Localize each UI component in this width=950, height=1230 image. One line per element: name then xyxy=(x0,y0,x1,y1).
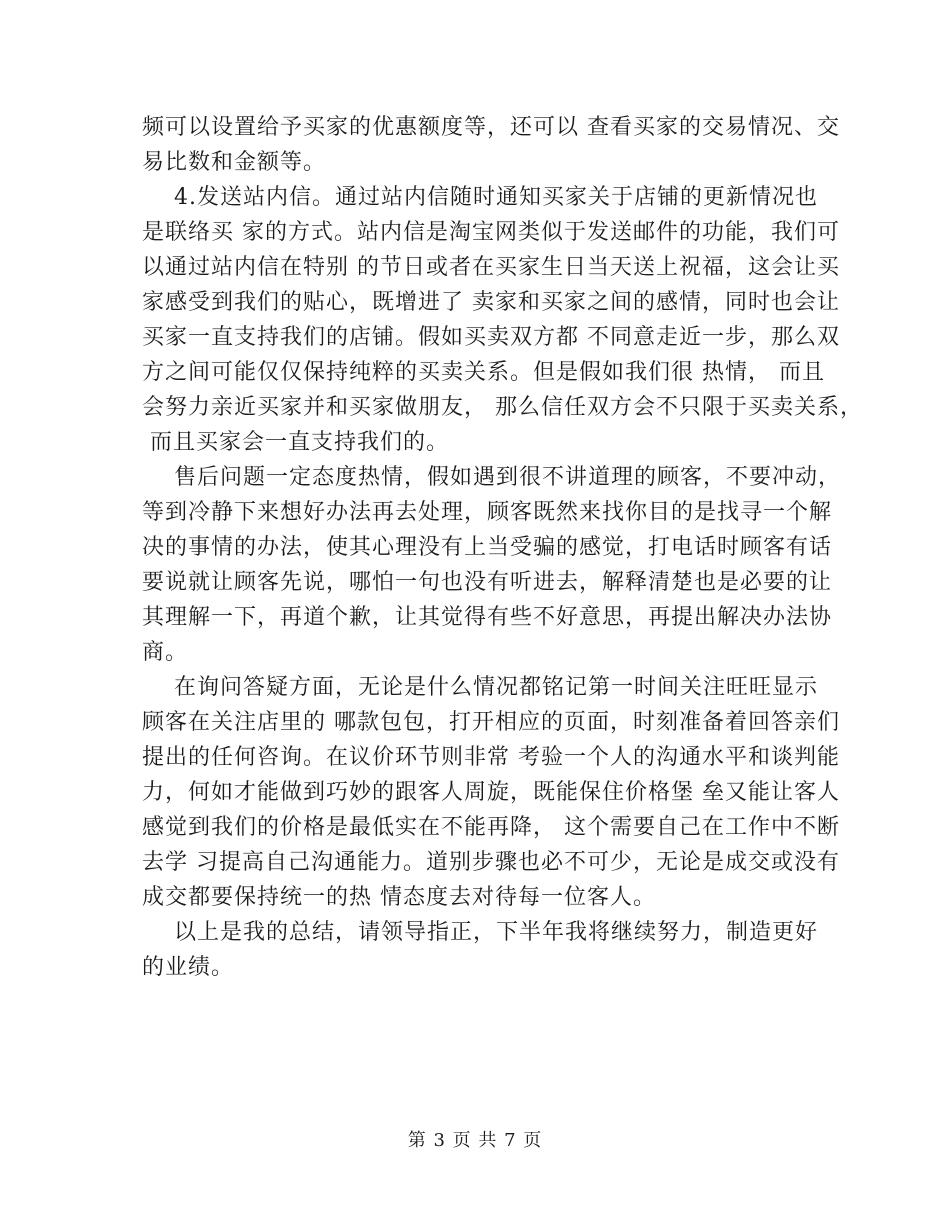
text-line: 成交都要保持统一的热 情态度去对待每一位客人。 xyxy=(142,885,656,910)
text-line: 4.发送站内信。通过站内信随时通知买家关于店铺的更新情况也 xyxy=(142,185,818,210)
text-line: 是联络买 家的方式。站内信是淘宝网类似于发送邮件的功能，我们可 xyxy=(142,220,840,245)
text-line: 售后问题一定态度热情，假如遇到很不讲道理的顾客，不要冲动， xyxy=(142,465,841,490)
text-line: 会努力亲近买家并和买家做朋友， 那么信任双方会不只限于买卖关系， xyxy=(142,395,863,420)
text-line: 要说就让顾客先说，哪怕一句也没有听进去，解释清楚也是必要的让 xyxy=(142,570,833,595)
text-line: 顾客在关注店里的 哪款包包，打开相应的页面，时刻准备着回答亲们 xyxy=(142,710,840,735)
text-line: 决的事情的办法，使其心理没有上当受骗的感觉，打电话时顾客有话 xyxy=(142,535,833,560)
text-line: 频可以设置给予买家的优惠额度等，还可以 查看买家的交易情况、交 xyxy=(142,115,840,140)
text-line: 买家一直支持我们的店铺。假如买卖双方都 不同意走近一步，那么双 xyxy=(142,325,840,350)
text-line: 的业绩。 xyxy=(142,955,235,980)
text-line: 提出的任何咨询。在议价环节则非常 考验一个人的沟通水平和谈判能 xyxy=(142,745,840,770)
text-line: 以上是我的总结，请领导指正，下半年我将继续努力，制造更好 xyxy=(142,920,818,945)
text-line: 等到冷静下来想好办法再去处理，顾客既然来找你目的是找寻一个解 xyxy=(142,500,833,525)
text-line: 家感受到我们的贴心，既增进了 卖家和买家之间的感情，同时也会让 xyxy=(142,290,840,315)
text-line: 力，何如才能做到巧妙的跟客人周旋，既能保住价格堡 垒又能让客人 xyxy=(142,780,840,805)
text-line: 以通过站内信在特别 的节日或者在买家生日当天送上祝福，这会让买 xyxy=(142,255,840,280)
text-line: 方之间可能仅仅保持纯粹的买卖关系。但是假如我们很 热情， 而且 xyxy=(142,360,825,385)
page-footer: 第 3 页 共 7 页 xyxy=(407,1130,543,1151)
text-line: 去学 习提高自己沟通能力。道别步骤也必不可少，无论是成交或没有 xyxy=(142,850,840,875)
text-line: 感觉到我们的价格是最低实在不能再降， 这个需要自己在工作中不断 xyxy=(142,815,840,840)
text-line: 其理解一下，再道个歉，让其觉得有些不好意思，再提出解决办法协 xyxy=(142,605,833,630)
text-line: 商。 xyxy=(142,640,189,665)
text-line: 易比数和金额等。 xyxy=(142,150,327,175)
text-line: 在询问答疑方面，无论是什么情况都铭记第一时间关注旺旺显示 xyxy=(142,675,818,700)
text-line: 而且买家会一直支持我们的。 xyxy=(142,430,449,455)
body-text xyxy=(142,110,863,985)
